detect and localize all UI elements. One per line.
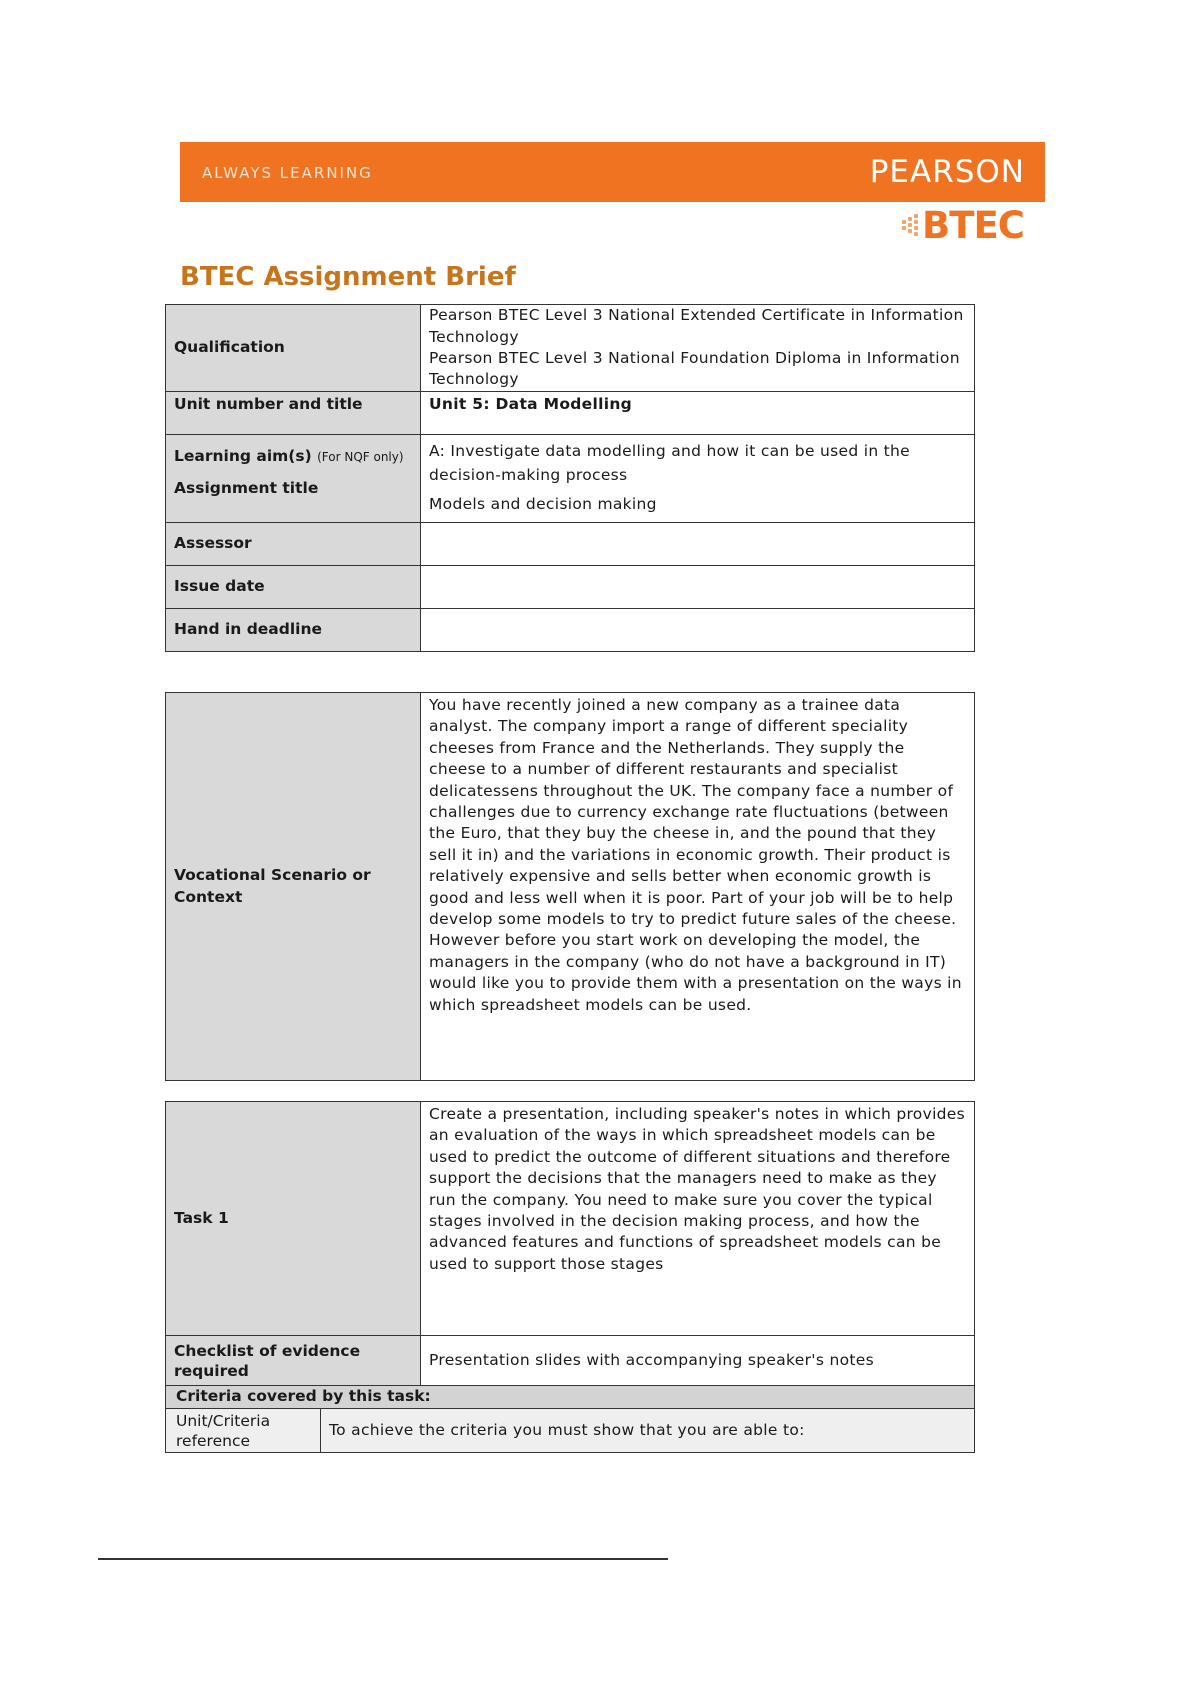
table-row — [166, 1336, 975, 1386]
qualification-line-1: Pearson BTEC Level 3 National Extended Certificate in Information Technology — [429, 306, 964, 346]
task-label: Task 1 — [166, 1102, 421, 1336]
checklist-value: Presentation slides with accompanying speaker's notes — [421, 1336, 975, 1386]
aim-note: (For NQF only) — [317, 450, 404, 464]
btec-dots-icon — [898, 210, 922, 240]
assignment-value: Models and decision making — [429, 495, 657, 513]
issue-date-value — [421, 566, 975, 609]
btec-logo — [898, 204, 1048, 248]
table-row — [166, 523, 975, 566]
table-row — [166, 435, 975, 523]
criteria-intro: To achieve the criteria you must show that you are able to: — [321, 1409, 975, 1453]
criteria-ref-label: Unit/Criteria reference — [166, 1409, 321, 1453]
assignment-label: Assignment title — [174, 479, 319, 497]
deadline-label: Hand in deadline — [166, 609, 421, 652]
table-row — [166, 1102, 975, 1336]
aim-value: A: Investigate data modelling and how it can be used in the decision-making process — [429, 442, 911, 484]
aim-label: Learning aim(s) — [174, 447, 312, 465]
task-text: Create a presentation, including speaker's notes in which provides an evaluation of the ways in which spreadsheet models can be used to predict the outcome of different situations and therefore support the decisions that the managers need to make as they run the company. You need to make sure you cover the typical stages involved in the decision making process, and how the advanced features and functions of spreadsheet models can be used to support those stages — [421, 1102, 975, 1336]
qualification-line-2: Pearson BTEC Level 3 National Foundation Diploma in Information Technology — [429, 349, 960, 389]
table-row — [166, 1409, 975, 1453]
table-row — [166, 392, 975, 435]
table-row — [166, 1386, 975, 1409]
pearson-banner — [180, 142, 1045, 202]
unit-label: Unit number and title — [166, 392, 421, 435]
footer-divider — [98, 1558, 668, 1560]
pearson-wordmark: PEARSON — [869, 154, 1025, 190]
page-title: BTEC Assignment Brief — [180, 262, 516, 292]
task-table — [165, 1101, 975, 1453]
details-table — [165, 304, 975, 652]
btec-wordmark: BTEC — [922, 204, 1024, 247]
aim-assignment-label-cell — [166, 435, 421, 523]
table-row — [166, 693, 975, 1081]
assessor-value — [421, 523, 975, 566]
table-row — [166, 305, 975, 392]
banner-tagline: ALWAYS LEARNING — [202, 164, 373, 182]
checklist-label: Checklist of evidence required — [166, 1336, 421, 1386]
qualification-label: Qualification — [166, 305, 421, 392]
issue-date-label: Issue date — [166, 566, 421, 609]
criteria-header: Criteria covered by this task: — [166, 1386, 975, 1409]
scenario-text: You have recently joined a new company as a trainee data analyst. The company import a range of different speciality cheeses from France and the Netherlands. They supply the cheese to a number of different restaurants and specialist delicatessens throughout the UK. The company face a number of challenges due to currency exchange rate fluctuations (between the Euro, that they buy the cheese in, and the pound that they sell it in) and the variations in economic growth. Their product is relatively expensive and sells better when economic growth is good and less well when it is poor. Part of your job will be to help develop some models to try to predict future sales of the cheese. However before you start work on developing the model, the managers in the company (who do not have a background in IT) would like you to provide them with a presentation on the ways in which spreadsheet models can be used. — [421, 693, 975, 1081]
scenario-label: Vocational Scenario or Context — [166, 693, 421, 1081]
table-row — [166, 609, 975, 652]
scenario-table — [165, 692, 975, 1081]
table-row — [166, 566, 975, 609]
assessor-label: Assessor — [166, 523, 421, 566]
aim-assignment-value-cell — [421, 435, 975, 523]
unit-value: Unit 5: Data Modelling — [421, 392, 975, 435]
deadline-value — [421, 609, 975, 652]
qualification-value — [421, 305, 975, 392]
